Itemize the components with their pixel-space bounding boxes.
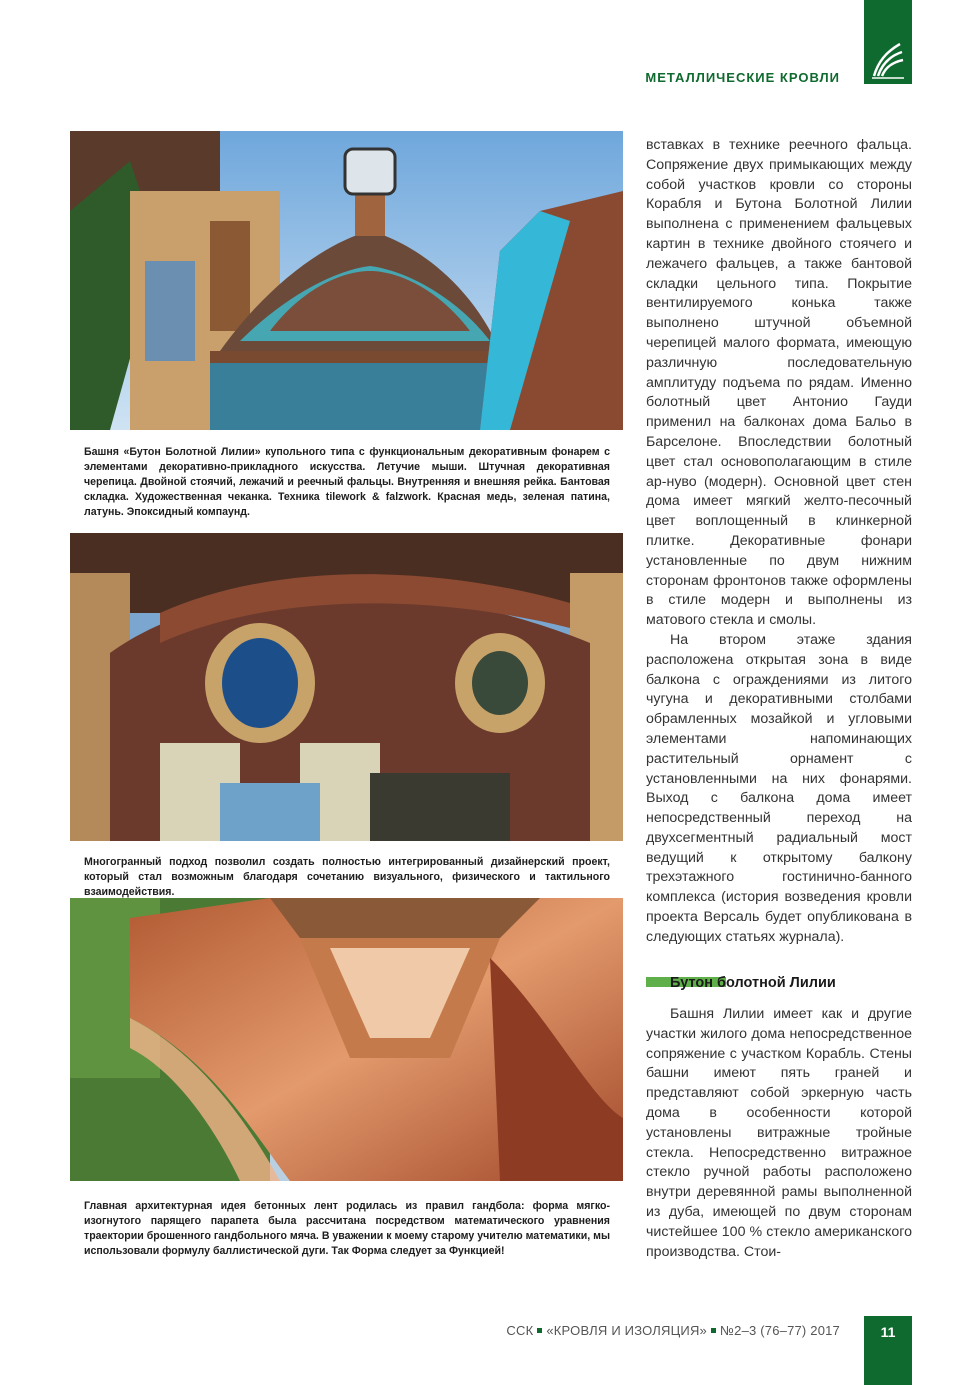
article-column-bottom bbox=[646, 1005, 912, 1262]
leaf-logo-icon bbox=[870, 36, 906, 80]
footer-separator bbox=[537, 1328, 542, 1333]
caption-3: Главная архитектурная идея бетонных лент родилась из правил гандбола: форма мягко-изогнутого парящего парапета была рассчитана посредством математического уравнения траектории брошенного гандбольного мяча. В уважении к моему старому учителю математики, мы использовали формулу баллистической дуги. Так Форма следует за Функцией! bbox=[84, 1200, 610, 1257]
page-number-tab bbox=[864, 1316, 912, 1385]
footer-journal-title: «КРОВЛЯ И ИЗОЛЯЦИЯ» bbox=[546, 1323, 707, 1338]
article-paragraph: вставках в технике реечного фальца. Сопряжение двух примыкающих между собой участков кровли со стороны Корабля и Бутона Болотной Лилии выполнена с применением фальцевых картин в технике двойного стоячего и лежачего фальцев, а также бантовой складки цельного типа. Покрытие вентилируемого конька также выполнено штучной объемной черепицей малого формата, имеющую различную последовательную амплитуду подъема по рядам. Именно болотный цвет Антонио Гауди применил на балконах дома Бальо в Барселоне. Впоследствии болотный цвет стал основополагающим в стиле ар-нуво (модерн). Основной цвет стен дома имеет мягкий желто-песочный цвет воплощенный в клинкерной плитке. Декоративные фонари установленные по двум нижним сторонам фронтонов также оформлены в стиле модерн и выполнены из матового стекла и смолы. bbox=[646, 137, 912, 629]
subheading bbox=[646, 973, 912, 997]
section-title: МЕТАЛЛИЧЕСКИЕ КРОВЛИ bbox=[645, 70, 840, 85]
page-number: 11 bbox=[880, 1324, 896, 1340]
article-column-top bbox=[646, 136, 912, 948]
caption-2: Многогранный подход позволил создать полностью интегрированный дизайнерский проект, который стал возможным благодаря сочетанию визуального, физического и тактильного взаимодействия. bbox=[84, 856, 610, 898]
subheading-text: Бутон болотной Лилии bbox=[670, 975, 836, 991]
brand-tab bbox=[864, 0, 912, 84]
article-paragraph: На втором этаже здания расположена открытая зона в виде балкона с ограждениями из литого чугуна и декоративными столбами обрамленных мозайкой и угловыми элементами напоминающих растительный орнамент с установленными на них фонарями. Выход с балкона дома имеет непосредственный переход на двухсегментный радиальный мост ведущий к открытому балкону трехэтажного гостинично-банного комплекса (история возведения кровли проекта Версаль будет опубликована в следующих статьях журнала). bbox=[646, 631, 912, 945]
caption-1: Башня «Бутон Болотной Лилии» купольного типа с функциональным декоративным фонарем с элементами декоративно-прикладного искусства. Летучие мыши. Штучная декоративная черепица. Двойной стоячий, лежачий и реечный фальцы. Внутренняя и внешняя рейка. Бантовая складка. Художественная чеканка. Техника tilework & falzwork. Красная медь, зеленая патина, латунь. Эпоксидный компаунд. bbox=[84, 446, 610, 518]
footer-separator bbox=[711, 1328, 716, 1333]
photo-facade-windows bbox=[70, 533, 623, 841]
footer-issue: №2–3 (76–77) 2017 bbox=[720, 1323, 840, 1338]
photo-dome-tower bbox=[70, 131, 623, 430]
footer-publisher: ССК bbox=[506, 1323, 534, 1338]
article-paragraph: Башня Лилии имеет как и другие участки жилого дома непосредственное сопряжение с участком Корабль. Стены башни имеют пять граней и представляют собой эркерную часть дома в особенности которой установлены витражные тройные стекла. Непосредственно витражное стекло ручной работы расположено внутри деревянной рамы выполненной из дуба, имеющей по двум сторонам чистейшее 100 % стекло американского производства. Стои- bbox=[646, 1006, 912, 1260]
footer-journal bbox=[506, 1323, 840, 1338]
photo-copper-parapet bbox=[70, 898, 623, 1181]
